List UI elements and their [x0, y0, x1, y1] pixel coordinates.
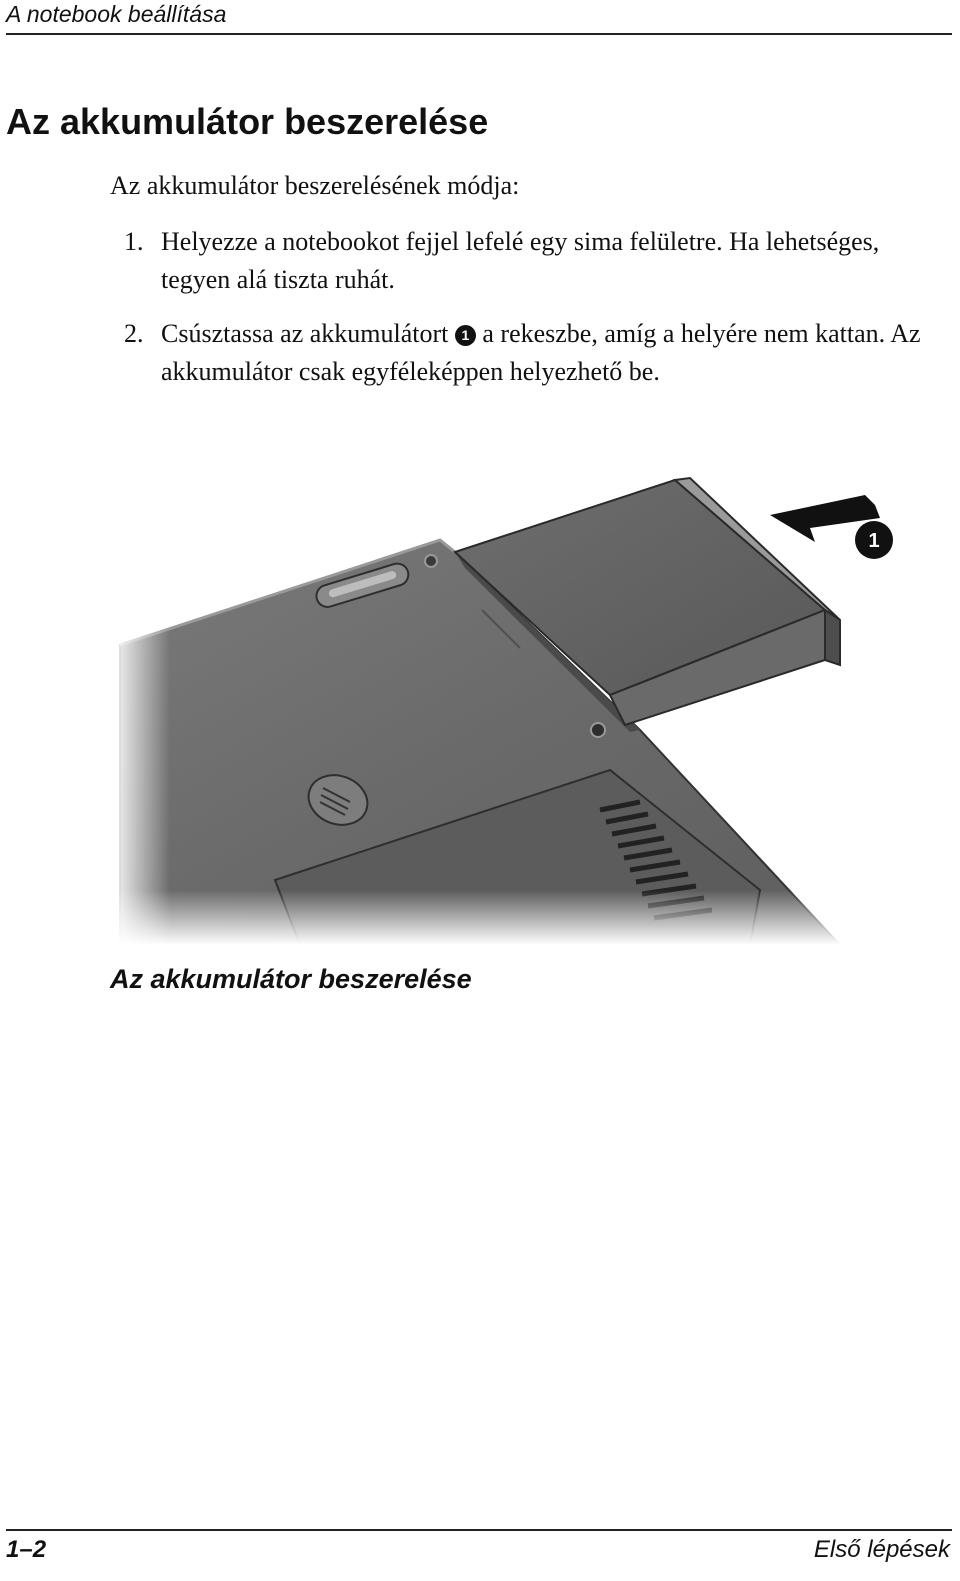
- running-header: A notebook beállítása: [6, 1, 227, 27]
- step-2: [124, 315, 954, 391]
- intro-text: Az akkumulátor beszerelésének módja:: [110, 171, 520, 200]
- section-title: Az akkumulátor beszerelése: [6, 101, 489, 142]
- screw-icon: [425, 555, 437, 567]
- step-list: [124, 223, 954, 407]
- step-text-before: Csúsztassa az akkumulátort: [161, 319, 449, 348]
- step-number: 1.: [124, 227, 144, 256]
- battery-insertion-illustration: [110, 470, 950, 945]
- step-text-after: a rekeszbe, amíg a helyére nem kattan. Az akkumulátor csak egyféleképpen helyezhető be.: [161, 319, 921, 386]
- book-title: Első lépések: [813, 1536, 950, 1563]
- step-number: 2.: [124, 319, 144, 348]
- callout-label: 1: [868, 530, 880, 552]
- screw-icon: [591, 723, 605, 737]
- step-1: [124, 223, 954, 299]
- callout-number-icon: 1: [455, 325, 476, 346]
- step-text: Helyezze a notebookot fejjel lefelé egy sima felületre. Ha lehetséges, tegyen alá tiszta ruhát.: [161, 227, 880, 294]
- figure-callout: [855, 521, 893, 559]
- figure-caption: Az akkumulátor beszerelése: [110, 964, 472, 994]
- footer-rule: [6, 1529, 952, 1531]
- page-number: 1–2: [6, 1536, 47, 1563]
- header-rule: [6, 33, 952, 35]
